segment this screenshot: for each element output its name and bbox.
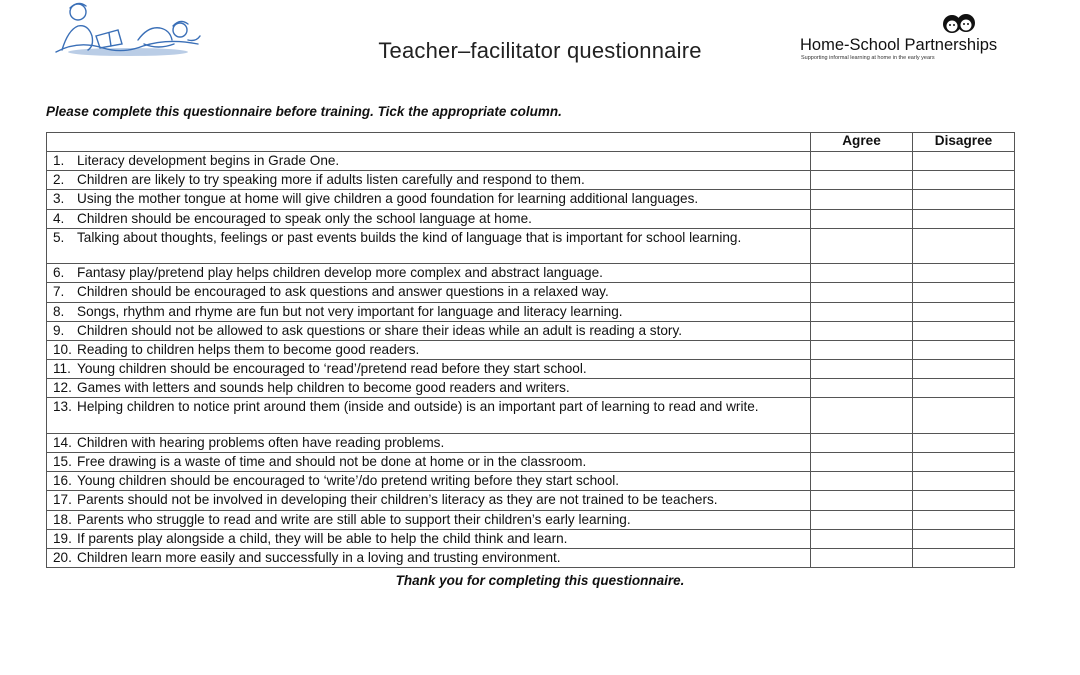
table-row [47, 190, 1015, 209]
disagree-column-header: Disagree [913, 133, 1015, 152]
disagree-tick-cell[interactable] [913, 398, 1015, 433]
agree-tick-cell[interactable] [811, 171, 913, 190]
statement-cell [47, 190, 811, 209]
statement-text: Reading to children helps them to become good readers. [77, 341, 420, 357]
statement-number: 15. [53, 454, 72, 470]
agree-column-header: Agree [811, 133, 913, 152]
statement-number: 2. [53, 172, 65, 188]
disagree-tick-cell[interactable] [913, 152, 1015, 171]
statement-cell [47, 433, 811, 452]
disagree-tick-cell[interactable] [913, 360, 1015, 379]
statement-text: Free drawing is a waste of time and should not be done at home or in the classroom. [77, 454, 587, 470]
agree-tick-cell[interactable] [811, 433, 913, 452]
disagree-tick-cell[interactable] [913, 379, 1015, 398]
agree-tick-cell[interactable] [811, 152, 913, 171]
disagree-tick-cell[interactable] [913, 548, 1015, 567]
statement-text: Parents should not be involved in developing their children’s literacy as they are not trained to be teachers. [77, 492, 718, 508]
table-row [47, 433, 1015, 452]
statement-number: 14. [53, 434, 72, 450]
statement-text: Children learn more easily and successfully in a loving and trusting environment. [77, 549, 561, 565]
table-row [47, 152, 1015, 171]
statement-text: Games with letters and sounds help children to become good readers and writers. [77, 380, 570, 396]
logo-name: Home-School Partnerships [800, 36, 998, 54]
statement-text: Children should not be allowed to ask questions or share their ideas while an adult is reading a story. [77, 322, 683, 338]
agree-tick-cell[interactable] [811, 379, 913, 398]
statement-number: 17. [53, 492, 72, 508]
statement-cell [47, 321, 811, 340]
disagree-tick-cell[interactable] [913, 171, 1015, 190]
statement-cell [47, 379, 811, 398]
table-row [47, 379, 1015, 398]
statement-number: 12. [53, 380, 72, 396]
table-row [47, 264, 1015, 283]
statement-cell [47, 548, 811, 567]
agree-tick-cell[interactable] [811, 491, 913, 510]
statement-number: 18. [53, 511, 72, 527]
statement-text: Young children should be encouraged to ‘write’/do pretend writing before they start school. [77, 473, 620, 489]
statement-cell [47, 340, 811, 359]
agree-tick-cell[interactable] [811, 209, 913, 228]
table-row [47, 302, 1015, 321]
agree-tick-cell[interactable] [811, 340, 913, 359]
disagree-tick-cell[interactable] [913, 228, 1015, 263]
statement-cell [47, 360, 811, 379]
statement-number: 20. [53, 549, 72, 565]
table-row [47, 283, 1015, 302]
statement-text: Parents who struggle to read and write are still able to support their children’s early learning. [77, 511, 631, 527]
statement-cell [47, 472, 811, 491]
agree-tick-cell[interactable] [811, 302, 913, 321]
home-school-partnerships-logo [800, 10, 1015, 62]
page-title: Teacher–facilitator questionnaire [378, 38, 702, 63]
agree-tick-cell[interactable] [811, 264, 913, 283]
statement-cell [47, 209, 811, 228]
statement-number: 7. [53, 284, 65, 300]
disagree-tick-cell[interactable] [913, 190, 1015, 209]
statement-number: 5. [53, 229, 65, 245]
statement-cell [47, 529, 811, 548]
table-row [47, 321, 1015, 340]
statement-cell [47, 283, 811, 302]
table-row [47, 171, 1015, 190]
logo-tagline: Supporting informal learning at home in the early years [801, 55, 935, 61]
table-row [47, 491, 1015, 510]
disagree-tick-cell[interactable] [913, 209, 1015, 228]
table-row [47, 398, 1015, 433]
statement-number: 4. [53, 210, 65, 226]
statement-text: Songs, rhythm and rhyme are fun but not very important for language and literacy learning. [77, 303, 623, 319]
statement-number: 6. [53, 265, 65, 281]
table-row [47, 510, 1015, 529]
table-row [47, 360, 1015, 379]
statement-number: 10. [53, 341, 72, 357]
statement-cell [47, 453, 811, 472]
disagree-tick-cell[interactable] [913, 302, 1015, 321]
agree-tick-cell[interactable] [811, 472, 913, 491]
disagree-tick-cell[interactable] [913, 433, 1015, 452]
statement-cell [47, 491, 811, 510]
instructions-text: Please complete this questionnaire before training. Tick the appropriate column. [46, 104, 562, 119]
statement-column-header [47, 133, 811, 152]
statement-number: 3. [53, 191, 65, 207]
agree-tick-cell[interactable] [811, 453, 913, 472]
disagree-tick-cell[interactable] [913, 283, 1015, 302]
statement-text: Children should be encouraged to speak only the school language at home. [77, 210, 532, 226]
statement-number: 1. [53, 153, 65, 168]
disagree-tick-cell[interactable] [913, 340, 1015, 359]
agree-tick-cell[interactable] [811, 190, 913, 209]
statement-number: 9. [53, 322, 65, 338]
disagree-tick-cell[interactable] [913, 472, 1015, 491]
statement-number: 8. [53, 303, 65, 319]
statement-text: Children should be encouraged to ask questions and answer questions in a relaxed way. [77, 284, 609, 300]
agree-tick-cell[interactable] [811, 510, 913, 529]
statement-cell [47, 398, 811, 433]
disagree-tick-cell[interactable] [913, 491, 1015, 510]
statement-number: 19. [53, 530, 72, 546]
statement-cell [47, 171, 811, 190]
table-row [47, 548, 1015, 567]
statement-cell [47, 302, 811, 321]
agree-tick-cell[interactable] [811, 283, 913, 302]
statement-text: Children are likely to try speaking more if adults listen carefully and respond to them. [77, 172, 585, 188]
statement-cell [47, 152, 811, 171]
table-row [47, 228, 1015, 263]
thank-you-note: Thank you for completing this questionnaire. [395, 573, 685, 588]
statement-cell [47, 228, 811, 263]
disagree-tick-cell[interactable] [913, 321, 1015, 340]
disagree-tick-cell[interactable] [913, 510, 1015, 529]
disagree-tick-cell[interactable] [913, 529, 1015, 548]
table-row [47, 472, 1015, 491]
table-row [47, 529, 1015, 548]
statement-text: Using the mother tongue at home will give children a good foundation for learning additional languages. [77, 191, 699, 207]
agree-tick-cell[interactable] [811, 228, 913, 263]
statement-text: Young children should be encouraged to ‘read’/pretend read before they start school. [77, 361, 587, 377]
statement-number: 11. [53, 361, 71, 377]
statement-number: 13. [53, 399, 72, 415]
table-row [47, 209, 1015, 228]
table-row [47, 340, 1015, 359]
agree-tick-cell[interactable] [811, 548, 913, 567]
statement-text: If parents play alongside a child, they will be able to help the child think and learn. [77, 530, 568, 546]
statement-cell [47, 510, 811, 529]
disagree-tick-cell[interactable] [913, 264, 1015, 283]
table-row [47, 453, 1015, 472]
disagree-tick-cell[interactable] [913, 453, 1015, 472]
statement-cell [47, 264, 811, 283]
table-header-row [47, 133, 1015, 152]
questionnaire-table [46, 132, 1015, 568]
agree-tick-cell[interactable] [811, 529, 913, 548]
statement-text: Children with hearing problems often have reading problems. [77, 434, 445, 450]
statement-text: Literacy development begins in Grade One. [77, 153, 340, 168]
statement-text: Helping children to notice print around them (inside and outside) is an important part of learning to read and write. [77, 399, 759, 415]
agree-tick-cell[interactable] [811, 321, 913, 340]
statement-text: Talking about thoughts, feelings or past events builds the kind of language that is important for school learning. [77, 229, 742, 245]
statement-number: 16. [53, 473, 72, 489]
agree-tick-cell[interactable] [811, 398, 913, 433]
statement-text: Fantasy play/pretend play helps children develop more complex and abstract language. [77, 265, 603, 281]
agree-tick-cell[interactable] [811, 360, 913, 379]
